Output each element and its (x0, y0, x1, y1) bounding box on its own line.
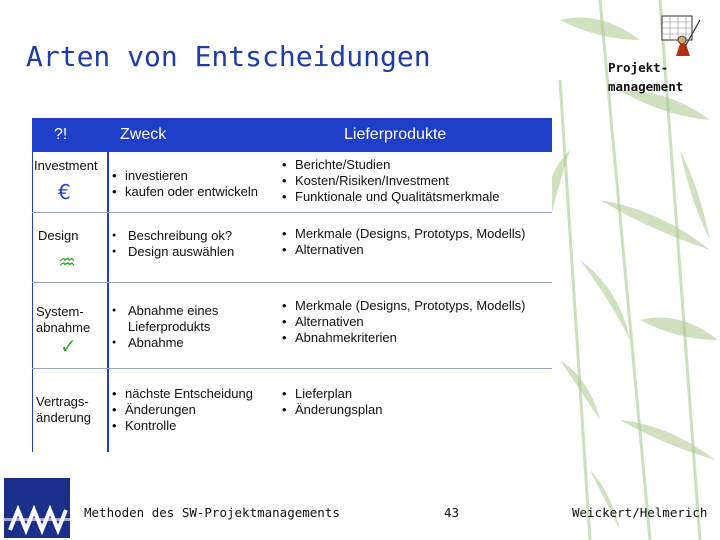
footer-authors: Weickert/Helmerich (572, 505, 708, 520)
list-item: • kaufen oder entwickeln (112, 184, 258, 200)
list-item: • Berichte/Studien (282, 157, 500, 173)
list-item: • Funktionale und Qualitätsmerkmale (282, 189, 500, 205)
footer-course: Methoden des SW-Projektmanagements (84, 505, 340, 520)
list-item: • Merkmale (Designs, Prototyps, Modells) (282, 298, 525, 314)
list-item: • Merkmale (Designs, Prototyps, Modells) (282, 226, 525, 242)
list-item: • Alternativen (282, 314, 525, 330)
row-label: System- abnahme (36, 304, 91, 335)
row-label: Investment (34, 158, 98, 173)
list-item: • Kosten/Risiken/Investment (282, 173, 500, 189)
column-divider (107, 152, 109, 452)
row-divider (32, 368, 552, 369)
liefer-cell (282, 386, 382, 418)
list-item: • Änderungsplan (282, 402, 382, 418)
liefer-cell (282, 298, 525, 346)
header-symbol: ?! (54, 126, 68, 143)
row-divider (32, 212, 552, 213)
row-label: Vertrags- änderung (36, 394, 91, 425)
liefer-cell (282, 226, 525, 258)
list-item: • nächste Entscheidung (112, 386, 253, 402)
list-item: • Abnahmekriterien (282, 330, 525, 346)
row-label: Design (38, 228, 79, 243)
list-item: • investieren (112, 168, 258, 184)
list-item: • Lieferplan (282, 386, 382, 402)
page-title: Arten von Entscheidungen (26, 40, 431, 73)
row-divider (32, 282, 552, 283)
zweck-cell (112, 228, 234, 260)
brand-label (608, 58, 718, 96)
brand-text: Projekt- management (608, 60, 684, 94)
header-zweck: Zweck (120, 126, 167, 143)
zweck-cell (112, 386, 253, 434)
list-item: • Kontrolle (112, 418, 253, 434)
wave-icon: ♒ (58, 250, 76, 274)
list-item: ● Abnahme (112, 335, 262, 351)
checkmark-icon: ✓ (60, 334, 77, 358)
page-number: 43 (444, 505, 460, 520)
table-header (32, 118, 552, 152)
column-divider (32, 152, 33, 452)
list-item: • Änderungen (112, 402, 253, 418)
liefer-cell (282, 157, 500, 205)
list-item: ● Design auswählen (112, 244, 234, 260)
zweck-cell (112, 303, 262, 351)
header-lieferprodukte: Lieferprodukte (344, 126, 447, 143)
project-manager-icon (660, 12, 706, 56)
list-item: • Alternativen (282, 242, 525, 258)
euro-icon: € (58, 180, 71, 204)
zweck-cell (112, 168, 258, 200)
list-item: ● Abnahme eines Lieferprodukts (112, 303, 262, 335)
university-logo (4, 478, 70, 538)
list-item: ● Beschreibung ok? (112, 228, 234, 244)
